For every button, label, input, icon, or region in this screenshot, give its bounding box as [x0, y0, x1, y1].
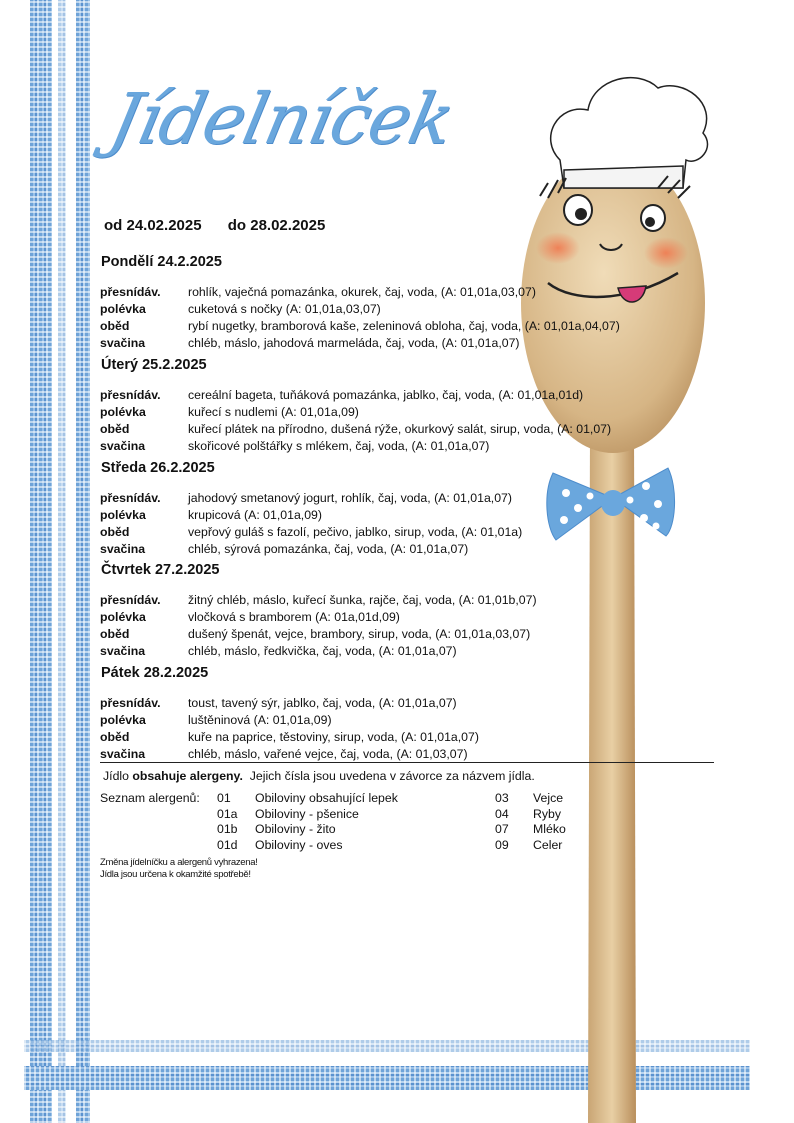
allergen-name: Mléko	[533, 822, 566, 836]
meal-row	[100, 404, 710, 421]
allergen-column-left	[217, 791, 398, 853]
allergen-item	[217, 838, 398, 854]
meal-label: polévka	[100, 610, 146, 624]
allergen-name: Vejce	[533, 791, 564, 805]
meal-row	[100, 746, 710, 763]
meal-label: svačina	[100, 747, 146, 761]
meal-label: polévka	[100, 713, 146, 727]
meal-dish: žitný chléb, máslo, kuřecí šunka, rajče, čaj, voda, (A: 01,01b,07)	[188, 593, 537, 607]
allergen-list-label: Seznam alergenů:	[100, 791, 200, 805]
meal-label: polévka	[100, 508, 146, 522]
meal-dish: chléb, máslo, vařené vejce, čaj, voda, (A: 01,03,07)	[188, 747, 468, 761]
allergen-code: 01	[217, 791, 231, 805]
allergen-item	[495, 822, 566, 838]
allergen-item	[495, 791, 566, 807]
meal-label: přesnídáv.	[100, 491, 161, 505]
meal-label: polévka	[100, 302, 146, 316]
day-title: Pátek 28.2.2025	[101, 665, 209, 681]
note-text-bold: obsahuje alergeny.	[132, 769, 243, 783]
allergen-item	[217, 822, 398, 838]
meal-dish: kuřecí s nudlemi (A: 01,01a,09)	[188, 405, 359, 419]
allergen-code: 01a	[217, 806, 238, 821]
meal-row	[100, 592, 710, 609]
date-to: do 28.02.2025	[227, 217, 326, 234]
meal-row	[100, 507, 710, 524]
meal-dish: jahodový smetanový jogurt, rohlík, čaj, voda, (A: 01,01a,07)	[188, 491, 512, 505]
meal-dish: krupicová (A: 01,01a,09)	[188, 508, 322, 522]
meal-row	[100, 712, 710, 729]
meal-dish: cuketová s nočky (A: 01,01a,03,07)	[188, 302, 381, 316]
note-text-start: Jídlo	[103, 769, 133, 783]
meal-label: svačina	[100, 439, 146, 453]
meal-label: přesnídáv.	[100, 388, 161, 402]
meal-label: oběd	[100, 627, 130, 641]
day-title: Úterý 25.2.2025	[101, 357, 207, 373]
day-monday	[100, 254, 710, 352]
meal-dish: luštěninová (A: 01,01a,09)	[188, 713, 332, 727]
allergen-item	[217, 791, 398, 807]
meal-dish: kuřecí plátek na přírodno, dušená rýže, okurkový salát, sirup, voda, (A: 01,07)	[188, 422, 612, 436]
meal-row	[100, 301, 710, 318]
day-title: Čtvrtek 27.2.2025	[101, 562, 220, 578]
allergen-item	[495, 807, 566, 823]
meal-row	[100, 626, 710, 643]
meal-row	[100, 695, 710, 712]
day-friday	[100, 665, 710, 763]
meal-row	[100, 318, 710, 335]
border-stripe-left-inner	[76, 0, 90, 1123]
meal-label: přesnídáv.	[100, 696, 161, 710]
day-tuesday	[100, 357, 710, 455]
footer-notes	[100, 857, 258, 881]
day-title: Středa 26.2.2025	[101, 460, 215, 476]
meal-dish: toust, tavený sýr, jablko, čaj, voda, (A: 01,01a,07)	[188, 696, 457, 710]
footer-line-changes: Změna jídelníčku a alergenů vyhrazena!	[100, 857, 258, 868]
allergen-name: Obiloviny obsahující lepek	[255, 791, 398, 805]
date-range	[104, 217, 347, 234]
meal-row	[100, 729, 710, 746]
allergen-name: Ryby	[533, 806, 562, 821]
day-wednesday	[100, 460, 710, 558]
allergen-item	[217, 807, 398, 823]
meal-label: oběd	[100, 422, 130, 436]
border-stripe-left	[30, 0, 52, 1123]
meal-dish: kuře na paprice, těstoviny, sirup, voda, (A: 01,01a,07)	[188, 730, 479, 744]
meal-row	[100, 490, 710, 507]
meal-label: oběd	[100, 319, 130, 333]
meal-dish: rohlík, vaječná pomazánka, okurek, čaj, voda, (A: 01,01a,03,07)	[188, 285, 536, 299]
meal-label: svačina	[100, 542, 146, 556]
meal-row	[100, 541, 710, 558]
allergen-code: 04	[495, 806, 509, 821]
note-text-end: Jejich čísla jsou uvedena v závorce za názvem jídla.	[242, 769, 535, 783]
day-thursday	[100, 562, 710, 660]
allergen-code: 07	[495, 822, 509, 836]
meal-dish: cereální bageta, tuňáková pomazánka, jablko, čaj, voda, (A: 01,01a,01d)	[188, 388, 584, 402]
meal-row	[100, 438, 710, 455]
meal-row	[100, 284, 710, 301]
meal-dish: rybí nugetky, bramborová kaše, zeleninová obloha, čaj, voda, (A: 01,01a,04,07)	[188, 319, 620, 333]
allergen-item	[495, 838, 566, 854]
allergen-code: 01b	[217, 822, 238, 836]
allergen-name: Obiloviny - pšenice	[255, 806, 359, 821]
footer-line-consumption: Jídla jsou určena k okamžité spotřebě!	[100, 869, 251, 880]
meal-label: oběd	[100, 730, 130, 744]
divider-line	[100, 762, 714, 763]
allergen-note	[103, 769, 535, 783]
date-from: od 24.02.2025	[104, 217, 202, 234]
meal-label: oběd	[100, 525, 130, 539]
meal-dish: dušený špenát, vejce, brambory, sirup, voda, (A: 01,01a,03,07)	[188, 627, 531, 641]
allergen-name: Obiloviny - žito	[255, 822, 336, 836]
allergen-column-right	[495, 791, 566, 853]
meal-row	[100, 335, 710, 352]
meal-row	[100, 609, 710, 626]
meal-label: přesnídáv.	[100, 285, 161, 299]
meal-label: svačina	[100, 336, 146, 350]
meal-dish: chléb, sýrová pomazánka, čaj, voda, (A: 01,01a,07)	[188, 542, 469, 556]
meal-dish: skořicové polštářky s mlékem, čaj, voda, (A: 01,01a,07)	[188, 439, 490, 453]
meal-row	[100, 524, 710, 541]
meal-dish: chléb, máslo, ředkvička, čaj, voda, (A: 01,01a,07)	[188, 644, 457, 658]
meal-dish: vepřový guláš s fazolí, pečivo, jablko, sirup, voda, (A: 01,01a)	[188, 525, 523, 539]
meal-dish: vločková s bramborem (A: 01a,01d,09)	[188, 610, 400, 624]
meal-label: svačina	[100, 644, 146, 658]
page-title: Jídelníček	[103, 78, 461, 160]
day-title: Pondělí 24.2.2025	[101, 254, 222, 270]
meal-dish: chléb, máslo, jahodová marmeláda, čaj, voda, (A: 01,01a,07)	[188, 336, 520, 350]
meal-row	[100, 421, 710, 438]
allergen-code: 03	[495, 791, 509, 805]
allergen-name: Celer	[533, 837, 563, 852]
allergen-code: 01d	[217, 837, 238, 852]
allergen-name: Obiloviny - oves	[255, 837, 343, 852]
meal-row	[100, 387, 710, 404]
meal-row	[100, 643, 710, 660]
meal-label: polévka	[100, 405, 146, 419]
meal-label: přesnídáv.	[100, 593, 161, 607]
allergen-code: 09	[495, 837, 509, 852]
border-stripe-left-thin	[58, 0, 66, 1123]
